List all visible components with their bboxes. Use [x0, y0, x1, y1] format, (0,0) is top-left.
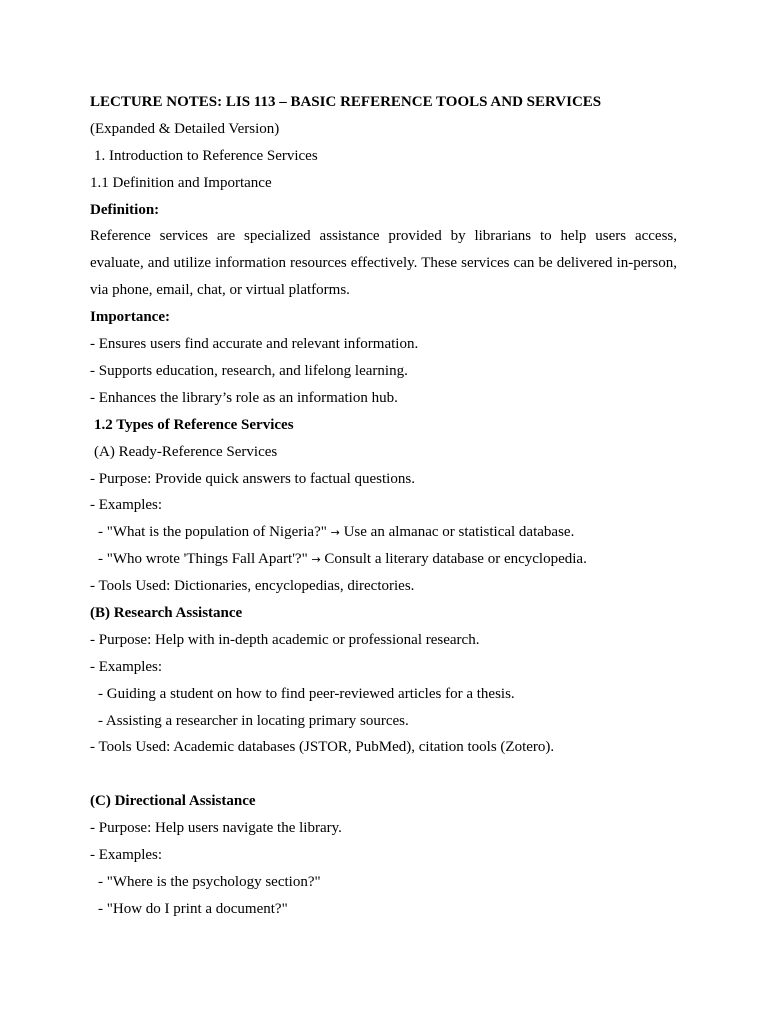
definition-label: Definition:	[90, 201, 160, 218]
example-question: - "Who wrote 'Things Fall Apart'?"	[98, 551, 308, 568]
directional-assistance-purpose: - Purpose: Help users navigate the library.	[90, 820, 342, 837]
ready-reference-example	[90, 549, 677, 576]
importance-item: - Enhances the library’s role as an information hub.	[90, 389, 398, 406]
section-1-heading: 1. Introduction to Reference Services	[94, 147, 318, 164]
ready-reference-heading: (A) Ready-Reference Services	[94, 443, 278, 460]
right-arrow-icon: →	[311, 553, 321, 567]
example-answer: Consult a literary database or encyclopedia.	[324, 551, 587, 568]
directional-assistance-example: - "Where is the psychology section?"	[98, 873, 321, 890]
importance-label: Importance:	[90, 309, 170, 326]
directional-assistance-examples-label: - Examples:	[90, 846, 163, 863]
blank-line	[90, 764, 677, 791]
ready-reference-purpose: - Purpose: Provide quick answers to factual questions.	[90, 470, 415, 487]
importance-item: - Ensures users find accurate and relevant information.	[90, 336, 419, 353]
section-1-2-heading: 1.2 Types of Reference Services	[94, 416, 294, 433]
right-arrow-icon: →	[330, 526, 340, 540]
document-page	[90, 92, 677, 926]
directional-assistance-heading: (C) Directional Assistance	[90, 793, 256, 810]
ready-reference-tools: - Tools Used: Dictionaries, encyclopedias, directories.	[90, 578, 415, 595]
research-assistance-examples-label: - Examples:	[90, 658, 163, 675]
example-answer: Use an almanac or statistical database.	[343, 524, 575, 541]
document-title: LECTURE NOTES: LIS 113 – BASIC REFERENCE TOOLS AND SERVICES	[90, 94, 602, 110]
research-assistance-purpose: - Purpose: Help with in-depth academic or professional research.	[90, 631, 480, 648]
research-assistance-heading: (B) Research Assistance	[90, 604, 243, 621]
ready-reference-example	[90, 522, 677, 549]
ready-reference-examples-label: - Examples:	[90, 497, 163, 514]
research-assistance-tools: - Tools Used: Academic databases (JSTOR, PubMed), citation tools (Zotero).	[90, 739, 555, 756]
section-1-1-heading: 1.1 Definition and Importance	[90, 174, 272, 191]
directional-assistance-example: - "How do I print a document?"	[98, 900, 288, 917]
example-question: - "What is the population of Nigeria?"	[98, 524, 327, 541]
document-subtitle: (Expanded & Detailed Version)	[90, 120, 280, 137]
definition-paragraph: Reference services are specialized assistance provided by librarians to help users access, evaluate, and utilize information resources effectively. These services can be delivered in-person, via phone, email, chat, or virtual platforms.	[90, 228, 677, 299]
importance-item: - Supports education, research, and lifelong learning.	[90, 362, 408, 379]
research-assistance-example: - Guiding a student on how to find peer-reviewed articles for a thesis.	[98, 685, 515, 702]
research-assistance-example: - Assisting a researcher in locating primary sources.	[98, 712, 409, 729]
